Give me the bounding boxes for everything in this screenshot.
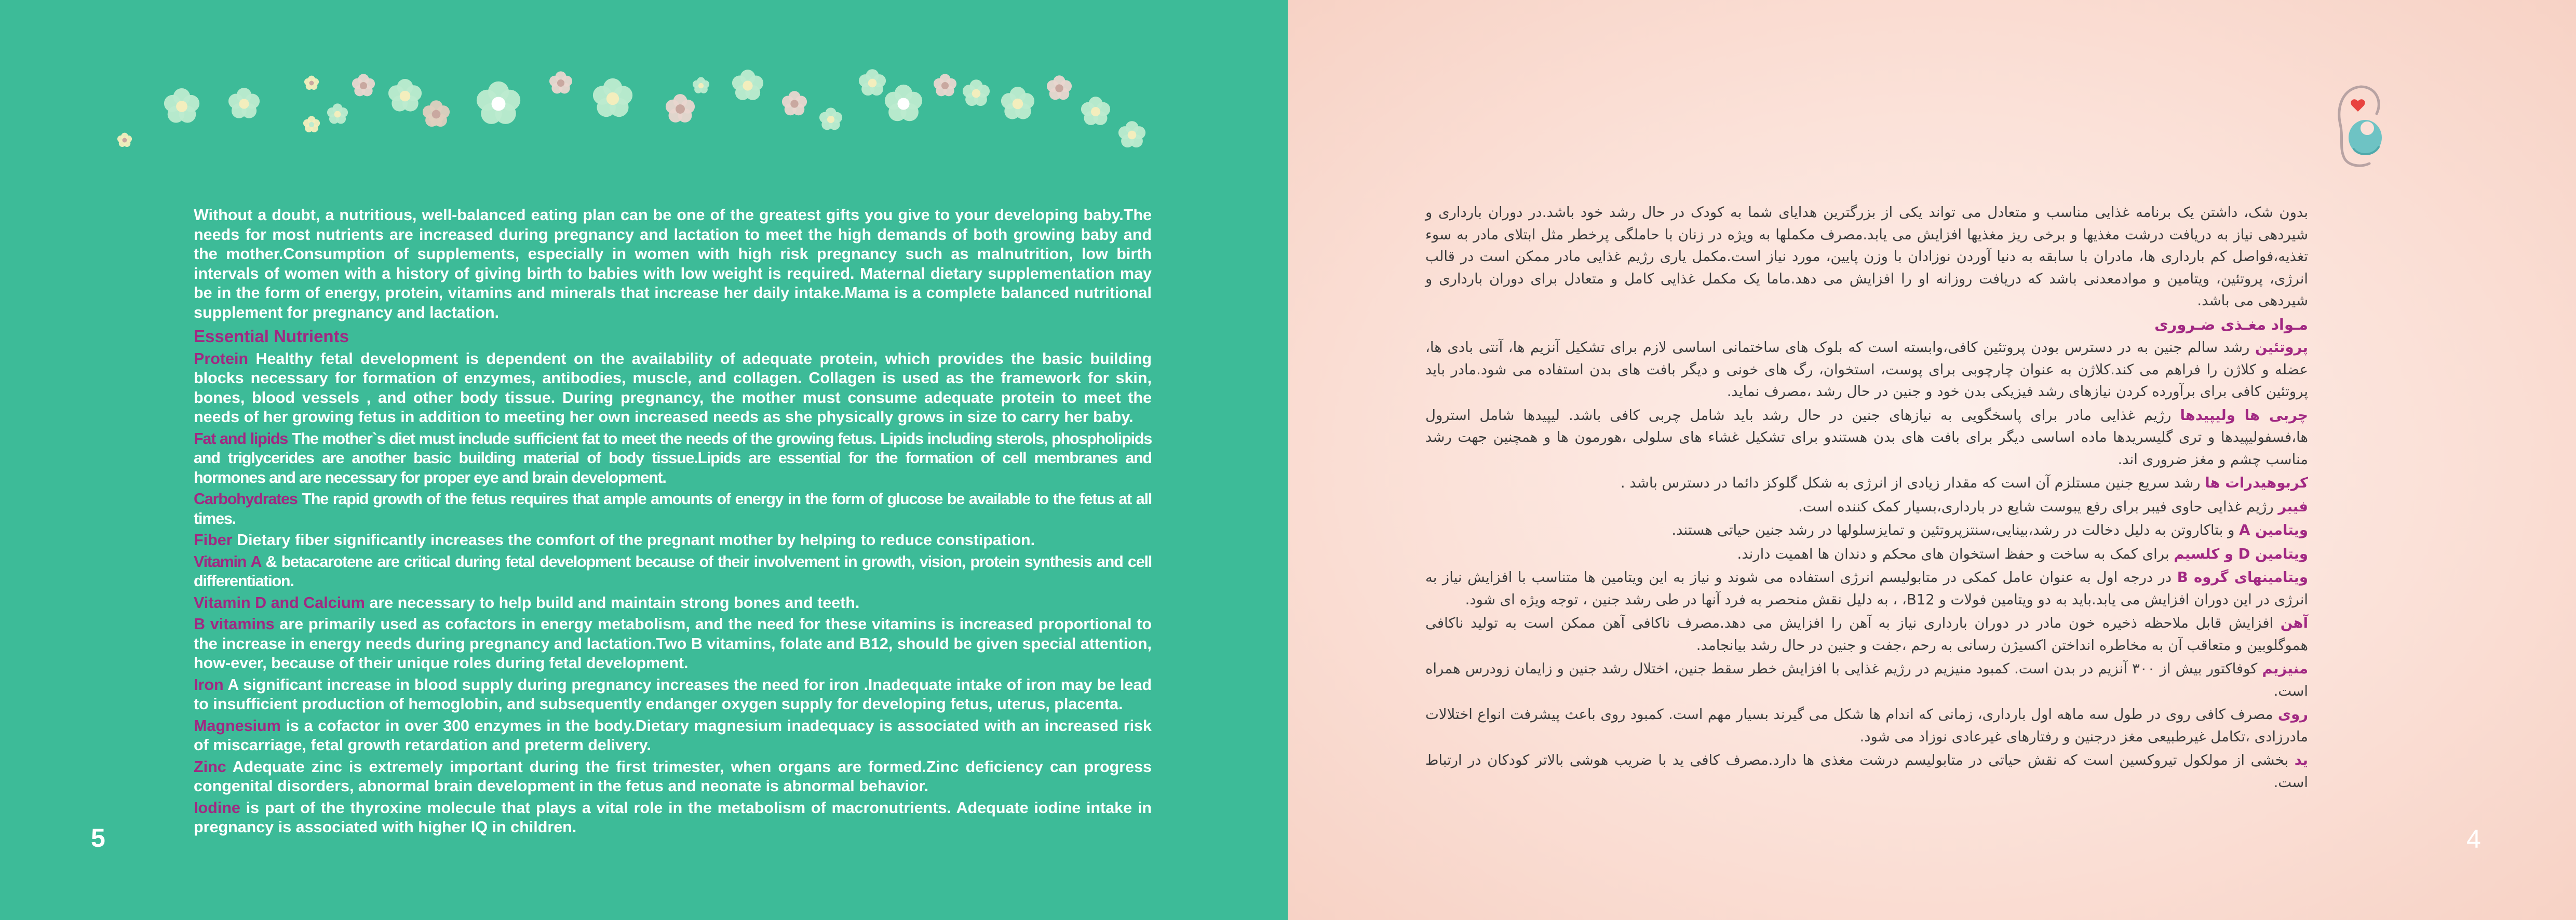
nutrient-term: آهن bbox=[2280, 615, 2308, 631]
nutrient-text: رژیم غذایی مادر برای پاسخگویی به نیازهای جنین در حال رشد باید شامل چربی کافی باشد. لیپیدها شامل استرول ها،فسفولیپیدها و تری گلیسریدها ماده اساسی دیگر برای بافت های بدن هستندو برای تشکیل غشاء های سلولی ،هورمون ها و همچنین جهت رشد مناسب چشم و مغز ضروری اند. bbox=[1425, 407, 2308, 468]
nutrient-term: Vitamin D and Calcium bbox=[194, 593, 365, 612]
nutrient-text: رژیم غذایی حاوی فیبر برای رفع یبوست شایع در بارداری،بسیار کمک کننده است. bbox=[1798, 498, 2278, 515]
nutrient-term: B vitamins bbox=[194, 615, 275, 633]
flower-icon bbox=[819, 107, 842, 130]
flower-icon bbox=[934, 74, 956, 96]
nutrient-text: در درجه اول به عنوان عامل کمکی در متابولیسم انرژی استفاده می شوند و نیاز به این ویتامین ها متناسب با افزایش نیاز به انرژی در این دوران افزایش می یابد.باید به دو ویتامین فولات و B12، ، به دلیل نقش منحصر به فرد آنها در طی رشد جنین ، توجه ویژه ای شود. bbox=[1425, 569, 2308, 608]
nutrient-term: Magnesium bbox=[194, 716, 281, 735]
flower-icon bbox=[164, 88, 199, 123]
english-heading: Essential Nutrients bbox=[194, 327, 349, 346]
flower-icon bbox=[885, 85, 922, 121]
nutrient-term: روی bbox=[2277, 706, 2308, 723]
nutrient-term: چربی ها ولیپیدها bbox=[2180, 407, 2308, 424]
nutrient-text: افزایش قابل ملاحظه ذخیره خون مادر در دوران بارداری نیاز به آهن را افزایش می دهد.مصرف ناکافی آهن ممکن است به تولید ناکافی هموگلوبین و متعاقب آن به مخاطره انداختن اکسیژن رسانی به رحم ،جفت و جنین در حال رشد بیانجامد. bbox=[1425, 615, 2308, 654]
nutrient-term: پروتئین bbox=[2255, 339, 2308, 356]
nutrient-text: are primarily used as cofactors in energy metabolism, and the need for these vitamins is increased proportional to the increase in energy needs during pregnancy and lactation.Two B vitamins, folate and B12, should be given special attention, how-ever, because of their unique roles during fetal development. bbox=[194, 615, 1152, 672]
nutrient-term: Fiber bbox=[194, 531, 233, 549]
fa-nutrient-b-vitamins bbox=[1425, 566, 2308, 611]
nutrient-magnesium bbox=[194, 716, 1152, 755]
flower-icon bbox=[423, 100, 450, 127]
flower-icon bbox=[693, 77, 709, 93]
flower-icon bbox=[1081, 97, 1110, 125]
flower-icon bbox=[327, 103, 348, 124]
nutrient-term: کربوهیدرات ها bbox=[2205, 475, 2308, 491]
nutrient-term: Vitamin A bbox=[194, 552, 261, 571]
fa-nutrient-protein bbox=[1425, 336, 2308, 403]
flower-icon bbox=[477, 82, 520, 124]
english-intro: Without a doubt, a nutritious, well-balanced eating plan can be one of the greatest gifts you give to your developing baby.The needs for most nutrients are increased during pregnancy and lactation to meet the high demands of both growing baby and the mother.Consumption of supplements, especially in women with high risk pregnancy such as malnutrition, low birth intervals of women with a history of giving birth to babies with low weight is required. Maternal dietary supplementation may be in the form of energy, protein, vitamins and minerals that increase her daily intake.Mama is a complete balanced nutritional supplement for pregnancy and lactation. bbox=[194, 206, 1152, 321]
flower-icon bbox=[859, 69, 886, 96]
flower-icon bbox=[117, 133, 132, 147]
nutrient-text: و بتاکاروتن به دلیل دخالت در رشد،بینایی،سنتزپروتئین و تمایزسلولها در رشد جنین حیاتی هستند. bbox=[1671, 522, 2240, 538]
mother-baby-logo-icon bbox=[2329, 80, 2391, 171]
nutrient-text: رشد سالم جنین به در دسترس بودن پروتئین کافی،وابسته است که بلوک های ساختمانی اساسی لازم برای تشکیل آنزیم ها، آنتی بادی ها، عضله و کلاژن را فراهم می کند.کلاژن به عنوان چارچوبی برای پوست، استخوان، رگ های خونی و دیگر بافت های بدن استفاده می شود.مادر باید پروتئین کافی برای برآورده کردن نیازهای رشد فیزیکی بدن خود و جنین در حال رشد ،مصرف نماید. bbox=[1425, 339, 2308, 400]
nutrient-term: Iodine bbox=[194, 799, 240, 817]
fa-nutrient-zinc bbox=[1425, 703, 2308, 748]
nutrient-iodine bbox=[194, 799, 1152, 837]
nutrient-vitamin-d bbox=[194, 593, 1152, 613]
flower-icon bbox=[549, 71, 572, 93]
nutrient-term: فیبر bbox=[2278, 498, 2308, 515]
fa-nutrient-iodine bbox=[1425, 749, 2308, 793]
nutrient-iron bbox=[194, 675, 1152, 714]
flower-icon bbox=[782, 91, 807, 115]
nutrient-protein bbox=[194, 349, 1152, 427]
flower-icon bbox=[303, 116, 320, 132]
nutrient-text: is part of the thyroxine molecule that plays a vital role in the metabolism of macronutrients. Adequate iodine intake in pregnancy is associated with higher IQ in children. bbox=[194, 799, 1152, 836]
nutrient-text: & betacarotene are critical during fetal development because of their involvement in growth, vision, protein synthesis and cell differentiation. bbox=[194, 552, 1152, 590]
flower-icon bbox=[963, 79, 990, 106]
fa-nutrient-fat bbox=[1425, 404, 2308, 471]
nutrient-text: are necessary to help build and maintain strong bones and teeth. bbox=[365, 593, 860, 612]
nutrient-term: Fat and lipids bbox=[194, 429, 288, 448]
nutrient-term: Carbohydrates bbox=[194, 490, 298, 508]
flower-icon bbox=[228, 88, 260, 118]
flower-icon bbox=[732, 70, 763, 100]
nutrient-text: رشد سریع جنین مستلزم آن است که مقدار زیادی از انرژی به شکل گلوکز دائما در دسترس باشد . bbox=[1620, 475, 2205, 491]
english-text-block bbox=[194, 206, 1152, 840]
nutrient-term: ید bbox=[2294, 752, 2308, 768]
nutrient-term: ویتامین A bbox=[2239, 522, 2308, 538]
fa-nutrient-fiber bbox=[1425, 496, 2308, 518]
nutrient-text: The mother`s diet must include sufficient fat to meet the needs of the growing fetus. Lipids including sterols, phospholipids and triglycerides are another basic building material of body tissue.Lipids are essential for the formation of cell membranes and hormones and are necessary for proper eye and brain development. bbox=[194, 429, 1152, 486]
flower-icon bbox=[352, 74, 375, 96]
nutrient-text: The rapid growth of the fetus requires that ample amounts of energy in the form of glucose be available to the fetus at all times. bbox=[194, 490, 1152, 527]
nutrient-fat bbox=[194, 429, 1152, 488]
nutrient-fiber bbox=[194, 531, 1152, 550]
nutrient-text: برای کمک به ساخت و حفظ استخوان های محکم و دندان ها اهمیت دارند. bbox=[1737, 545, 2174, 562]
nutrient-text: is a cofactor in over 300 enzymes in the body.Dietary magnesium inadequacy is associated with an increased risk of miscarriage, fetal growth retardation and preterm delivery. bbox=[194, 716, 1152, 754]
nutrient-carbohydrates bbox=[194, 490, 1152, 529]
nutrient-text: مصرف کافی روی در طول سه ماهه اول بارداری، زمانی که اندام ها شکل می گیرند بسیار مهم است. کمبود روی باعث پیشرفت انواع اختلالات مادرزادی ،تکامل غیرطبیعی مغز درجنین و رفتارهای غیرعادی نوزاد می شود. bbox=[1425, 706, 2308, 745]
nutrient-term: منیزیم bbox=[2262, 660, 2308, 677]
fa-nutrient-iron bbox=[1425, 612, 2308, 656]
nutrient-term: ویتامینهای گروه B bbox=[2177, 569, 2308, 586]
nutrient-term: Iron bbox=[194, 675, 224, 694]
flower-garland-decoration bbox=[93, 57, 1210, 171]
flower-icon bbox=[1118, 121, 1145, 147]
nutrient-text: Healthy fetal development is dependent on the availability of adequate protein, which provides the basic building blocks necessary for formation of enzymes, antibodies, muscle, and collagen. Collagen is used as the framework for skin, bones, blood vessels , and other body tissue. During pregnancy, the mother must consume adequate protein to meet the needs of her growing fetus in addition to meeting her own increased needs as she physically grows in size to carry her baby. bbox=[194, 349, 1152, 426]
fa-nutrient-carbohydrates bbox=[1425, 472, 2308, 494]
fa-nutrient-vitamin-a bbox=[1425, 519, 2308, 542]
nutrient-term: Zinc bbox=[194, 757, 226, 776]
flower-icon bbox=[1047, 75, 1072, 100]
persian-intro: بدون شک، داشتن یک برنامه غذایی مناسب و متعادل می تواند یکی از بزرگترین هدایای شما به کودک در حال رشد خود باشد.در دوران بارداری و شیردهی نیاز به دریافت درشت مغذیها و برخی ریز مغذیها افزایش می یابد.مصرف مکملها به ویژه در زنان با حاملگی پرخطر مثل ابتلای مادر به سوء تغذیه،فواصل کم بارداری ها، مادران با سابقه به دنیا آوردن نوزادان با وزن پایین، مورد نیاز است.مکمل یاری رژیم غذایی مادر ممکن است در قالب انرژی، پروتئین، ویتامین و موادمعدنی باشد که دریافت روزانه او را افزایش می دهد.ماما یک مکمل غذایی کامل و متعادل برای دوران بارداری و شیردهی می باشد. bbox=[1425, 204, 2308, 309]
flower-icon bbox=[388, 79, 422, 112]
flower-icon bbox=[1001, 87, 1034, 119]
flower-icon bbox=[666, 94, 695, 123]
nutrient-term: Protein bbox=[194, 349, 249, 368]
nutrient-zinc bbox=[194, 757, 1152, 796]
nutrient-text: Adequate zinc is extremely important during the first trimester, when organs are formed.Zinc deficiency can progress congenital disorders, abnormal brain development in the fetus and neonate is abnormal behavior. bbox=[194, 757, 1152, 795]
persian-page bbox=[1288, 0, 2576, 920]
nutrient-b-vitamins bbox=[194, 615, 1152, 673]
persian-text-block bbox=[1425, 201, 2308, 795]
nutrient-text: بخشی از مولکول تیروکسین است که نقش حیاتی در متابولیسم درشت مغذی ها دارد.مصرف کافی ید با ضریب هوشی بالاتر کودکان در ارتباط است. bbox=[1425, 752, 2308, 791]
page-number: 5 bbox=[91, 823, 105, 853]
nutrient-text: کوفاکتور بیش از ۳۰۰ آنزیم در بدن است. کمبود منیزیم در رژیم غذایی با افزایش خطر سقط جنین، اختلال رشد جنین و زایمان زودرس همراه است. bbox=[1425, 660, 2308, 699]
fa-nutrient-magnesium bbox=[1425, 658, 2308, 702]
page-number: 4 bbox=[2466, 824, 2481, 854]
flower-icon bbox=[593, 78, 632, 117]
nutrient-vitamin-a bbox=[194, 552, 1152, 591]
flower-icon bbox=[304, 76, 319, 90]
nutrient-term: ویتامین D و کلسیم bbox=[2174, 545, 2308, 562]
nutrient-text: A significant increase in blood supply during pregnancy increases the need for iron .Inadequate intake of iron may be lead to insufficient production of hemoglobin, and subsequently endanger oxygen supply for developing fetus, uterus, placenta. bbox=[194, 675, 1152, 713]
persian-heading: مـواد مغـذی ضـروری bbox=[2154, 315, 2308, 333]
nutrient-text: Dietary fiber significantly increases the comfort of the pregnant mother by helping to reduce constipation. bbox=[232, 531, 1035, 549]
fa-nutrient-vitamin-d bbox=[1425, 543, 2308, 565]
